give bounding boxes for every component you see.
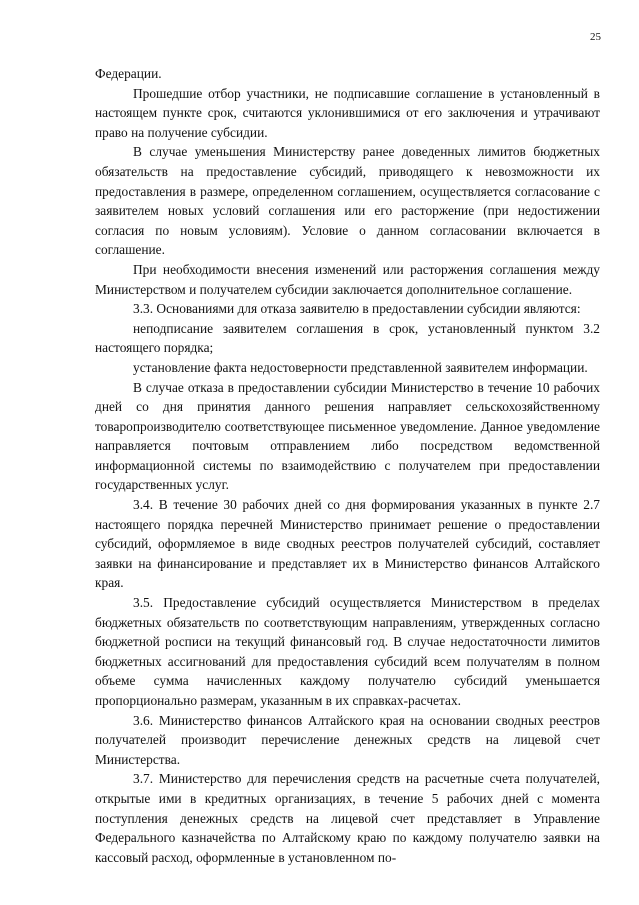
paragraph-refusal-ground-2: установление факта недостоверности представленной заявителем информации. — [133, 359, 588, 375]
page-number: 25 — [590, 31, 601, 43]
paragraph-3-5-provision: 3.5. Предоставление субсидий осуществляется Министерством в пределах бюджетных обязательств по соответствующим направлениям, утвержденных согласно бюджетной росписи на текущий финансовый год. В случае недостаточности лимитов бюджетных ассигнований для предоставления субсидий всем получателям в полном объеме сумма начисленных каждому получателю субсидий уменьшается пропорционально размерам, указанным в их справках-расчетах. — [95, 595, 600, 708]
paragraph-3-3-refusal-grounds: 3.3. Основаниями для отказа заявителю в предоставлении субсидии являются: — [133, 301, 581, 317]
paragraph-continuation: Федерации. — [95, 66, 162, 81]
paragraph-refusal-notice: В случае отказа в предоставлении субсидии Министерство в течение 10 рабочих дней со дня принятия данного решения направляет сельскохозяйственному товаропроизводителю соответствующее письменное уведомление. Данное уведомление направляется почтовым отправлением либо посредством ведомственной информационной системы по взаимодействию с получателем при предоставлении государственных услуг. — [95, 379, 600, 493]
paragraph-refusal-ground-1: неподписание заявителем соглашения в срок, установленный пунктом 3.2 настоящего порядка; — [95, 320, 600, 356]
paragraph-3-4-decision: 3.4. В течение 30 рабочих дней со дня формирования указанных в пункте 2.7 настоящего порядка перечней Министерство принимает решение о предоставлении субсидий, оформляемое в виде сводных реестров получателей субсидий, составляет заявки на финансирование и представляет их в Министерство финансов Алтайского края. — [95, 497, 600, 591]
paragraph-signing-deadline: Прошедшие отбор участники, не подписавшие соглашение в установленный в настоящем пункте срок, считаются уклонившимися от его заключения и утрачивают право на получение субсидии. — [95, 85, 600, 140]
paragraph-3-7-cash-orders: 3.7. Министерство для перечисления средств на расчетные счета получателей, открытые ими в кредитных организациях, в течение 5 рабочих дней с момента поступления денежных средств на лицевой счет представляет в Управление Федерального казначейства по Алтайскому краю по каждому получателю заявки на кассовый расход, оформленные в установленном по- — [95, 771, 600, 865]
paragraph-limits-reduction: В случае уменьшения Министерству ранее доведенных лимитов бюджетных обязательств на предоставление субсидий, приводящего к невозможности их предоставления в размере, определенном соглашением, осуществляется согласование с заявителем новых условий соглашения или его расторжение (при недостижении согласия по новым условиям). Условие о данном согласовании включается в соглашение. — [95, 144, 600, 258]
paragraph-amendment: При необходимости внесения изменений или расторжения соглашения между Министерством и получателем субсидии заключается дополнительное соглашение. — [95, 261, 600, 297]
paragraph-3-6-transfer: 3.6. Министерство финансов Алтайского края на основании сводных реестров получателей производит перечисление денежных средств на лицевой счет Министерства. — [95, 712, 600, 767]
document-body — [95, 64, 600, 867]
